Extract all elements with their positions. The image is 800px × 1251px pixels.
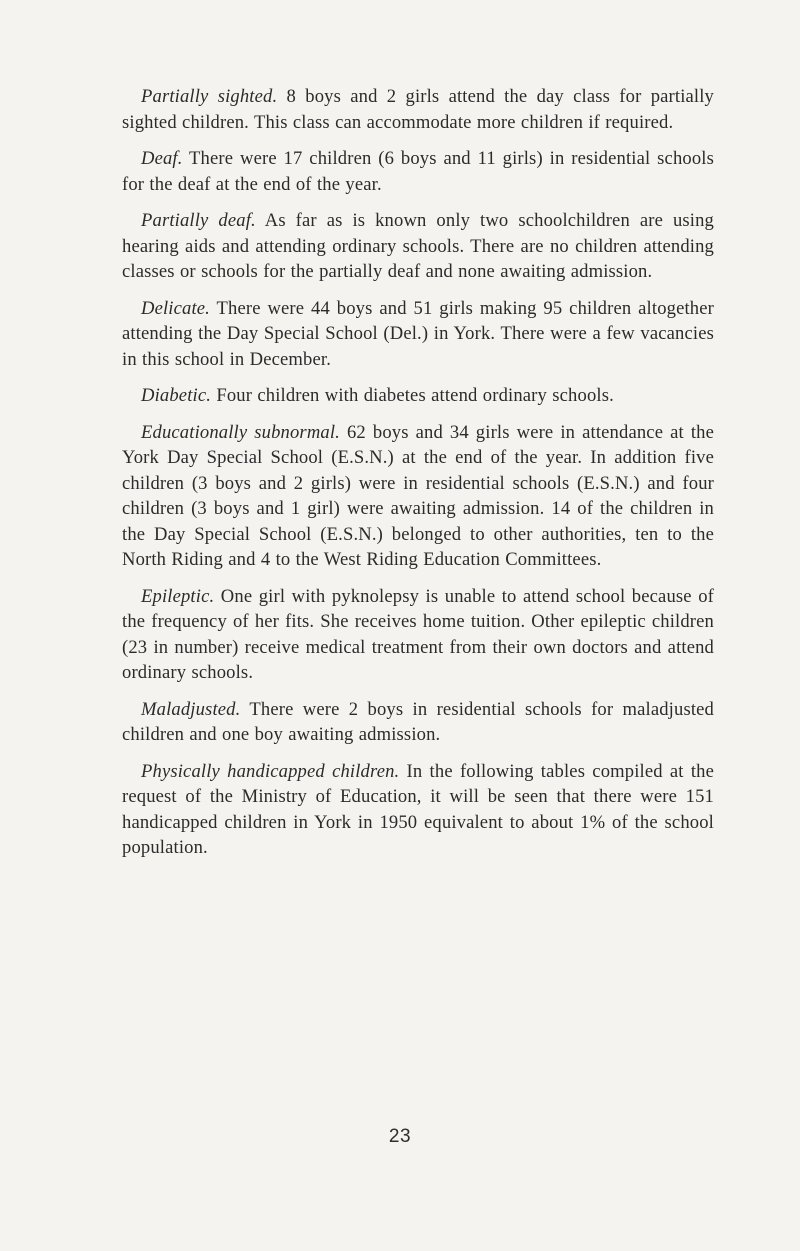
paragraph-maladjusted: [122, 697, 714, 748]
paragraph-partially-sighted: [122, 84, 714, 135]
paragraph-heading: Diabetic.: [141, 385, 212, 406]
paragraph-text: There were 17 children (6 boys and 11 girls) in residential schools for the deaf at the end of the year.: [122, 148, 714, 195]
paragraph-delicate: [122, 296, 714, 373]
paragraph-partially-deaf: [122, 208, 714, 285]
paragraph-text: One girl with pyknolepsy is unable to attend school because of the frequency of her fits. She receives home tuition. Other epileptic children (23 in number) receive medical treatment from their own doctors and attend ordinary schools.: [122, 585, 714, 683]
paragraph-text: As far as is known only two schoolchildren are using hearing aids and attending ordinary schools. There are no children attending classes or schools for the partially deaf and none awaiting admission.: [122, 210, 714, 282]
paragraph-text: 8 boys and 2 girls attend the day class for partially sighted children. This class can accommodate more children if required.: [122, 86, 714, 133]
paragraph-deaf: [122, 146, 714, 197]
paragraph-text: 62 boys and 34 girls were in attendance at the York Day Special School (E.S.N.) at the end of the year. In addition five children (3 boys and 2 girls) were in residential schools (E.S.N.) and four children (3 boys and 1 girl) were awaiting admission. 14 of the children in the Day Special School (E.S.N.) belonged to other authorities, ten to the North Riding and 4 to the West Riding Education Committees.: [122, 421, 714, 570]
paragraph-text: There were 44 boys and 51 girls making 95 children altogether attending the Day Special School (Del.) in York. There were a few vacancies in this school in December.: [122, 297, 714, 370]
paragraph-diabetic: [122, 383, 714, 409]
paragraph-heading: Delicate.: [141, 297, 210, 319]
paragraph-physically-handicapped: [122, 759, 714, 861]
paragraph-heading: Partially deaf.: [141, 210, 256, 231]
paragraph-heading: Maladjusted.: [141, 698, 241, 720]
paragraph-epileptic: [122, 584, 714, 686]
paragraph-heading: Deaf.: [141, 148, 183, 169]
page-number: 23: [388, 1126, 412, 1147]
paragraph-text: In the following tables compiled at the request of the Ministry of Education, it will be seen that there were 151 handicapped children in York in 1950 equivalent to about 1% of the school population.: [122, 760, 714, 858]
paragraph-educationally-subnormal: [122, 420, 714, 573]
paragraph-heading: Partially sighted.: [141, 86, 278, 107]
paragraph-text: There were 2 boys in residential schools for maladjusted children and one boy awaiting admission.: [122, 698, 714, 745]
paragraph-heading: Physically handicapped children.: [141, 760, 400, 782]
paragraph-text: Four children with diabetes attend ordinary schools.: [211, 385, 614, 406]
body-text: [122, 84, 714, 872]
paragraph-heading: Educationally subnormal.: [141, 421, 340, 443]
paragraph-heading: Epileptic.: [141, 585, 215, 607]
